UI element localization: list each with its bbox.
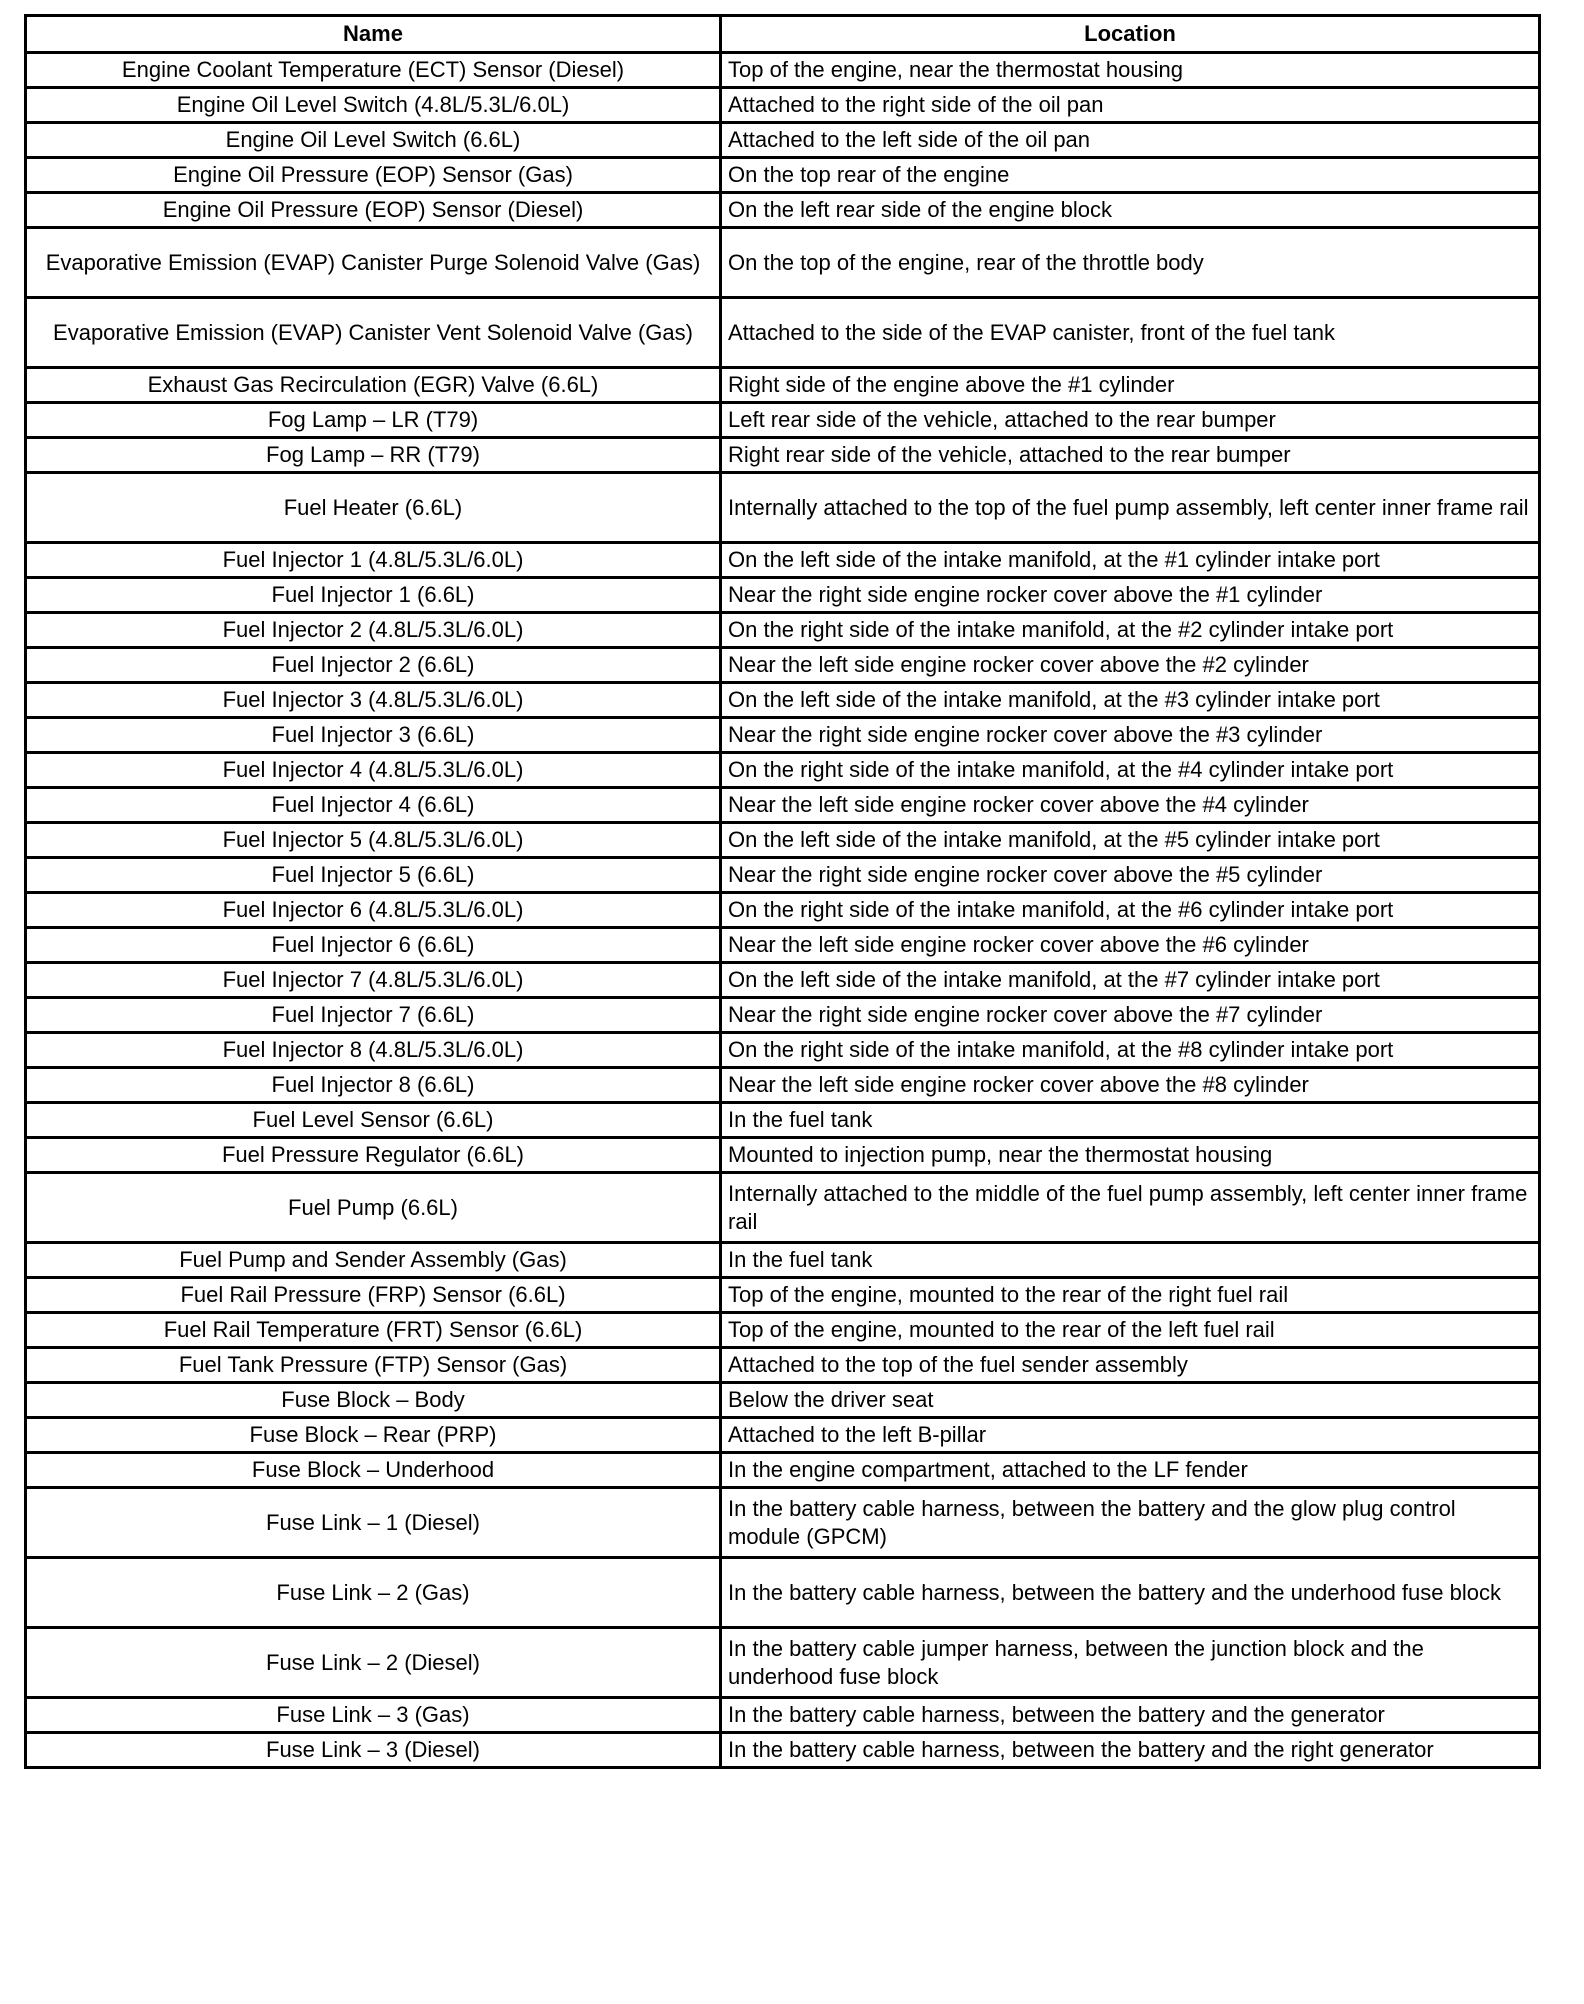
cell-name: Fuel Injector 3 (4.8L/5.3L/6.0L) [26, 683, 721, 718]
cell-name: Fuse Link – 3 (Diesel) [26, 1733, 721, 1768]
table-row [26, 1033, 1540, 1068]
table-row [26, 193, 1540, 228]
cell-name: Fuse Link – 1 (Diesel) [26, 1488, 721, 1558]
cell-name: Fuel Injector 3 (6.6L) [26, 718, 721, 753]
cell-name: Fuel Pump and Sender Assembly (Gas) [26, 1243, 721, 1278]
cell-name: Fuel Injector 1 (4.8L/5.3L/6.0L) [26, 543, 721, 578]
cell-location: Near the right side engine rocker cover above the #3 cylinder [721, 718, 1540, 753]
table-row [26, 1278, 1540, 1313]
cell-location: On the left side of the intake manifold, at the #3 cylinder intake port [721, 683, 1540, 718]
cell-name: Engine Oil Level Switch (4.8L/5.3L/6.0L) [26, 88, 721, 123]
table-row [26, 718, 1540, 753]
table-row [26, 858, 1540, 893]
cell-name: Evaporative Emission (EVAP) Canister Purge Solenoid Valve (Gas) [26, 228, 721, 298]
cell-name: Fuel Rail Pressure (FRP) Sensor (6.6L) [26, 1278, 721, 1313]
table-row [26, 403, 1540, 438]
cell-location: Top of the engine, mounted to the rear of the right fuel rail [721, 1278, 1540, 1313]
cell-location: Attached to the left side of the oil pan [721, 123, 1540, 158]
table-row [26, 1488, 1540, 1558]
cell-name: Engine Oil Pressure (EOP) Sensor (Gas) [26, 158, 721, 193]
cell-location: Right rear side of the vehicle, attached to the rear bumper [721, 438, 1540, 473]
cell-location: On the right side of the intake manifold, at the #2 cylinder intake port [721, 613, 1540, 648]
table-row [26, 613, 1540, 648]
cell-name: Fuel Injector 8 (6.6L) [26, 1068, 721, 1103]
cell-location: In the battery cable harness, between the battery and the underhood fuse block [721, 1558, 1540, 1628]
cell-location: Attached to the right side of the oil pan [721, 88, 1540, 123]
table-row [26, 88, 1540, 123]
table-row [26, 1733, 1540, 1768]
cell-name: Engine Oil Pressure (EOP) Sensor (Diesel) [26, 193, 721, 228]
cell-name: Fuel Injector 8 (4.8L/5.3L/6.0L) [26, 1033, 721, 1068]
table-row [26, 1418, 1540, 1453]
table-row [26, 823, 1540, 858]
cell-name: Fuel Injector 4 (4.8L/5.3L/6.0L) [26, 753, 721, 788]
table-row [26, 928, 1540, 963]
table-row [26, 1558, 1540, 1628]
cell-name: Fuel Injector 4 (6.6L) [26, 788, 721, 823]
table-row [26, 438, 1540, 473]
cell-location: Near the left side engine rocker cover above the #4 cylinder [721, 788, 1540, 823]
cell-location: On the left side of the intake manifold, at the #5 cylinder intake port [721, 823, 1540, 858]
cell-location: In the engine compartment, attached to the LF fender [721, 1453, 1540, 1488]
cell-name: Fuel Injector 6 (4.8L/5.3L/6.0L) [26, 893, 721, 928]
table-row [26, 1628, 1540, 1698]
cell-name: Fuel Injector 2 (4.8L/5.3L/6.0L) [26, 613, 721, 648]
cell-location: In the battery cable jumper harness, between the junction block and the underhood fuse block [721, 1628, 1540, 1698]
table-row [26, 1383, 1540, 1418]
cell-location: Near the left side engine rocker cover above the #6 cylinder [721, 928, 1540, 963]
cell-name: Fuel Injector 7 (6.6L) [26, 998, 721, 1033]
cell-name: Fog Lamp – RR (T79) [26, 438, 721, 473]
cell-location: Attached to the left B-pillar [721, 1418, 1540, 1453]
cell-location: On the top rear of the engine [721, 158, 1540, 193]
cell-location: In the fuel tank [721, 1103, 1540, 1138]
cell-location: Internally attached to the middle of the fuel pump assembly, left center inner frame rail [721, 1173, 1540, 1243]
cell-location: Near the right side engine rocker cover above the #7 cylinder [721, 998, 1540, 1033]
cell-location: Top of the engine, mounted to the rear of the left fuel rail [721, 1313, 1540, 1348]
cell-name: Fuel Injector 7 (4.8L/5.3L/6.0L) [26, 963, 721, 998]
table-row [26, 998, 1540, 1033]
table-row [26, 473, 1540, 543]
table-row [26, 368, 1540, 403]
cell-name: Fuel Injector 2 (6.6L) [26, 648, 721, 683]
table-row [26, 578, 1540, 613]
cell-name: Fuse Link – 2 (Diesel) [26, 1628, 721, 1698]
table-row [26, 298, 1540, 368]
table-row [26, 228, 1540, 298]
cell-location: On the left rear side of the engine block [721, 193, 1540, 228]
table-row [26, 963, 1540, 998]
cell-name: Evaporative Emission (EVAP) Canister Vent Solenoid Valve (Gas) [26, 298, 721, 368]
cell-location: Right side of the engine above the #1 cylinder [721, 368, 1540, 403]
cell-name: Fuel Injector 5 (4.8L/5.3L/6.0L) [26, 823, 721, 858]
cell-name: Fuse Block – Underhood [26, 1453, 721, 1488]
cell-location: Top of the engine, near the thermostat housing [721, 53, 1540, 88]
cell-name: Fuel Heater (6.6L) [26, 473, 721, 543]
table-row [26, 1138, 1540, 1173]
cell-location: On the right side of the intake manifold, at the #6 cylinder intake port [721, 893, 1540, 928]
component-location-table [24, 14, 1541, 1769]
table-row [26, 53, 1540, 88]
cell-location: Near the left side engine rocker cover above the #2 cylinder [721, 648, 1540, 683]
table-row [26, 123, 1540, 158]
table-row [26, 1173, 1540, 1243]
cell-location: In the battery cable harness, between the battery and the glow plug control module (GPCM) [721, 1488, 1540, 1558]
cell-location: Mounted to injection pump, near the thermostat housing [721, 1138, 1540, 1173]
table-row [26, 1698, 1540, 1733]
table-row [26, 1453, 1540, 1488]
cell-location: Internally attached to the top of the fuel pump assembly, left center inner frame rail [721, 473, 1540, 543]
cell-location: On the top of the engine, rear of the throttle body [721, 228, 1540, 298]
cell-name: Fuel Tank Pressure (FTP) Sensor (Gas) [26, 1348, 721, 1383]
cell-name: Fuel Injector 1 (6.6L) [26, 578, 721, 613]
table-row [26, 893, 1540, 928]
cell-name: Fuel Injector 5 (6.6L) [26, 858, 721, 893]
cell-name: Fuel Pressure Regulator (6.6L) [26, 1138, 721, 1173]
cell-name: Fog Lamp – LR (T79) [26, 403, 721, 438]
table-row [26, 648, 1540, 683]
cell-name: Engine Coolant Temperature (ECT) Sensor (Diesel) [26, 53, 721, 88]
table-row [26, 1243, 1540, 1278]
cell-location: Below the driver seat [721, 1383, 1540, 1418]
table-row [26, 1348, 1540, 1383]
cell-name: Engine Oil Level Switch (6.6L) [26, 123, 721, 158]
table-header-row [26, 16, 1540, 53]
cell-location: On the right side of the intake manifold, at the #8 cylinder intake port [721, 1033, 1540, 1068]
cell-location: Left rear side of the vehicle, attached to the rear bumper [721, 403, 1540, 438]
cell-location: In the battery cable harness, between the battery and the generator [721, 1698, 1540, 1733]
table-row [26, 1313, 1540, 1348]
column-header-location: Location [721, 16, 1540, 53]
cell-location: Near the right side engine rocker cover above the #5 cylinder [721, 858, 1540, 893]
cell-name: Fuse Block – Body [26, 1383, 721, 1418]
cell-name: Exhaust Gas Recirculation (EGR) Valve (6.6L) [26, 368, 721, 403]
cell-location: Near the right side engine rocker cover above the #1 cylinder [721, 578, 1540, 613]
cell-name: Fuel Injector 6 (6.6L) [26, 928, 721, 963]
cell-name: Fuel Pump (6.6L) [26, 1173, 721, 1243]
table-row [26, 788, 1540, 823]
table-row [26, 158, 1540, 193]
cell-location: On the left side of the intake manifold, at the #1 cylinder intake port [721, 543, 1540, 578]
cell-location: In the battery cable harness, between the battery and the right generator [721, 1733, 1540, 1768]
cell-name: Fuse Link – 3 (Gas) [26, 1698, 721, 1733]
cell-name: Fuse Link – 2 (Gas) [26, 1558, 721, 1628]
cell-location: Near the left side engine rocker cover above the #8 cylinder [721, 1068, 1540, 1103]
cell-location: On the left side of the intake manifold, at the #7 cylinder intake port [721, 963, 1540, 998]
cell-location: Attached to the side of the EVAP canister, front of the fuel tank [721, 298, 1540, 368]
table-row [26, 1068, 1540, 1103]
column-header-name: Name [26, 16, 721, 53]
table-row [26, 683, 1540, 718]
cell-location: Attached to the top of the fuel sender assembly [721, 1348, 1540, 1383]
cell-location: In the fuel tank [721, 1243, 1540, 1278]
table-row [26, 753, 1540, 788]
table-row [26, 1103, 1540, 1138]
cell-name: Fuel Rail Temperature (FRT) Sensor (6.6L) [26, 1313, 721, 1348]
cell-name: Fuel Level Sensor (6.6L) [26, 1103, 721, 1138]
table-row [26, 543, 1540, 578]
cell-location: On the right side of the intake manifold, at the #4 cylinder intake port [721, 753, 1540, 788]
table-body [26, 53, 1540, 1768]
cell-name: Fuse Block – Rear (PRP) [26, 1418, 721, 1453]
